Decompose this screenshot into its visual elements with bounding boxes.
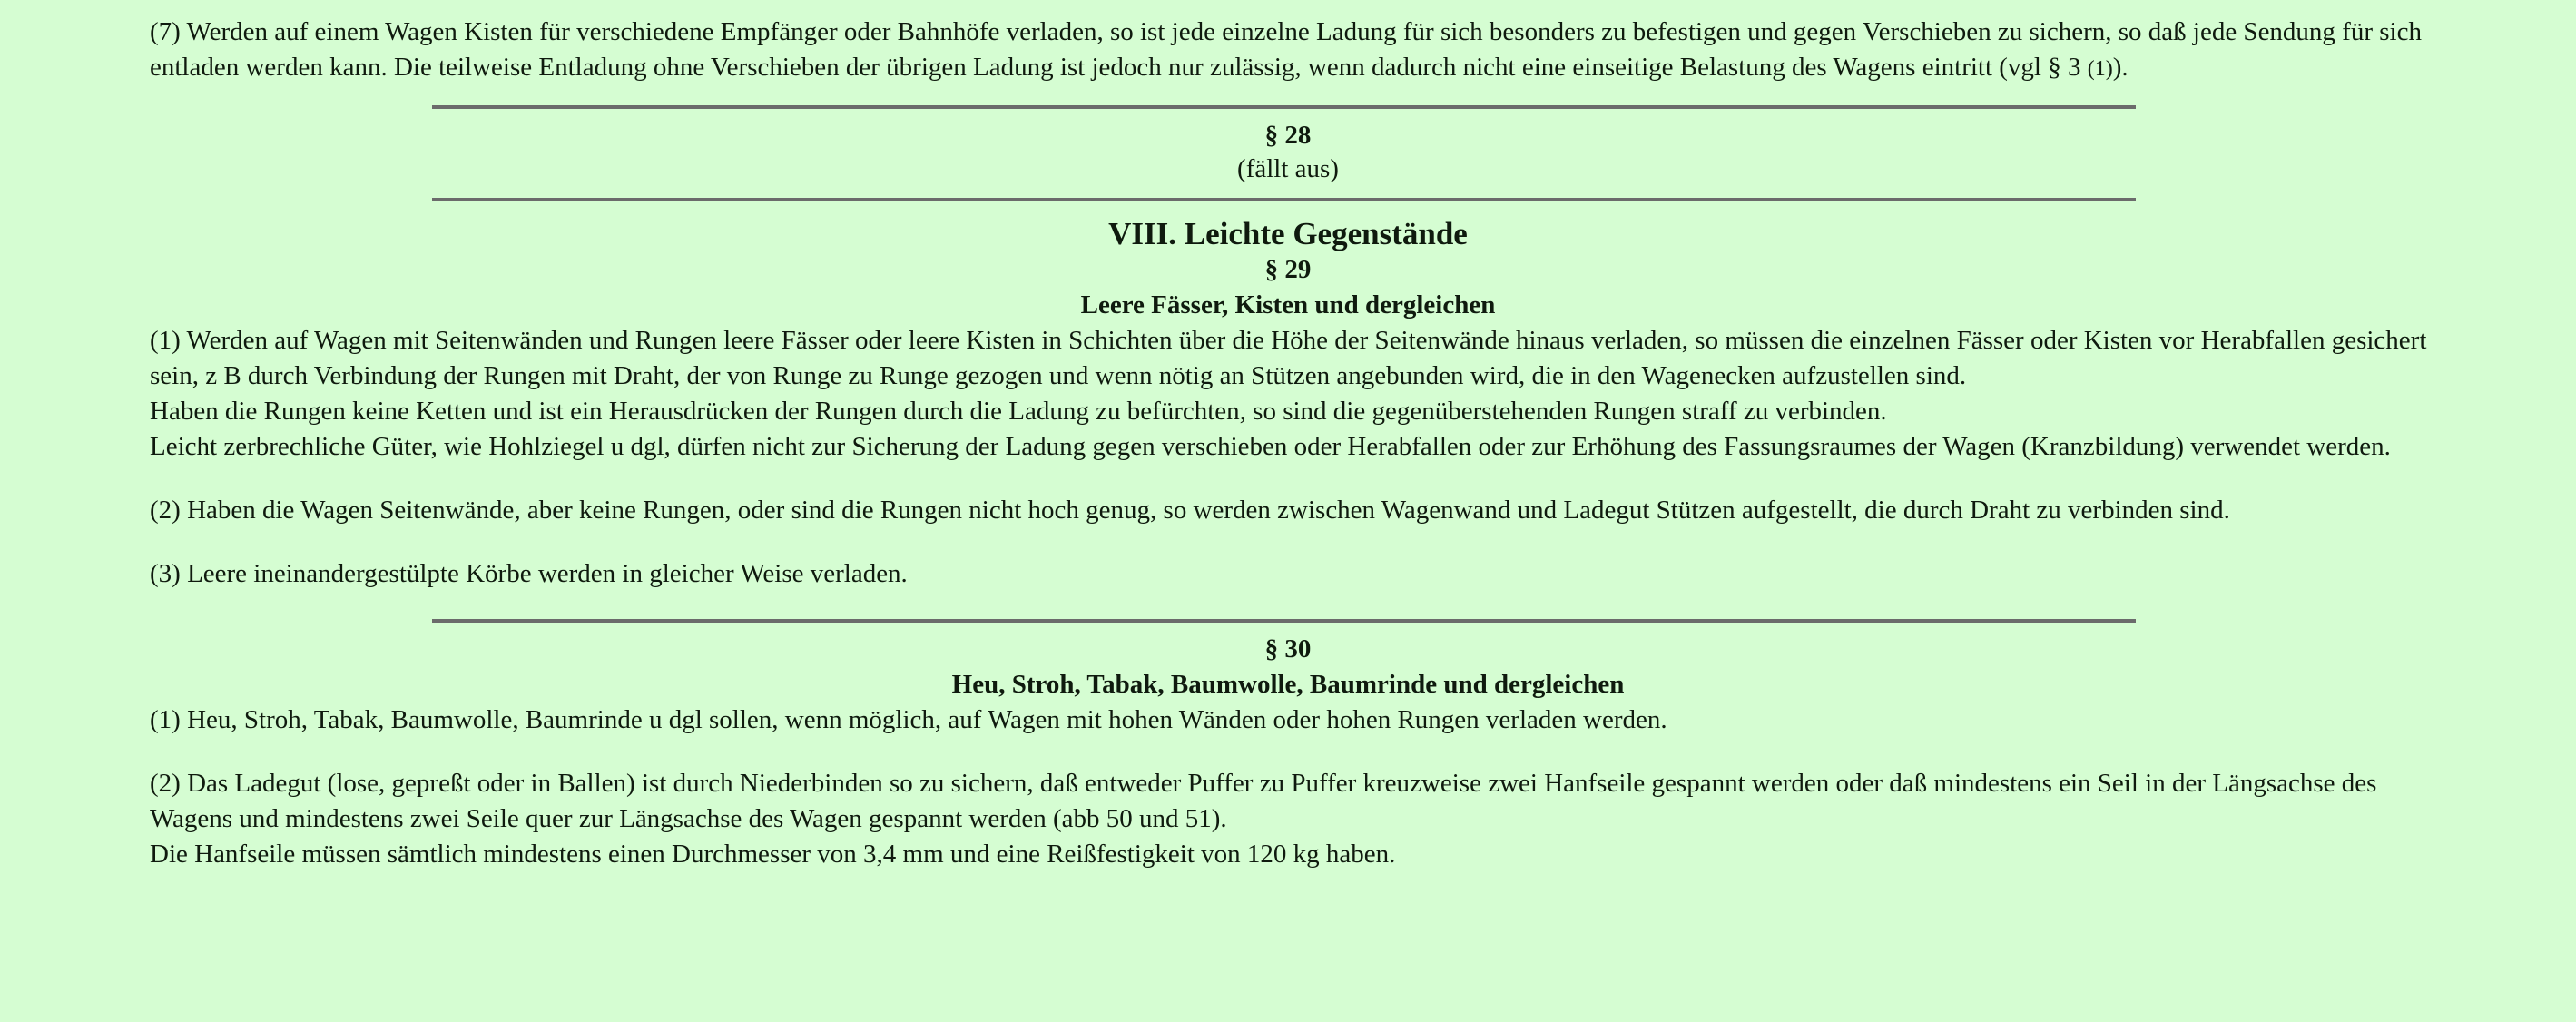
section28-note: (fällt aus) [1237,154,1339,183]
section30-title: Heu, Stroh, Tabak, Baumwolle, Baumrinde und dergleichen [951,670,1625,699]
section29-paragraph-1: (1) Werden auf Wagen mit Seitenwänden und Rungen leere Fässer oder leere Kisten in Schichten über die Höhe der Seitenwände hinaus verladen, so müssen die einzelnen Fässer oder Kisten vor Herabfallen gesichert sein, z B durch Verbindung der Rungen mit Draht, der von Runge zu Runge gezogen und wenn nötig an Stützen angebunden wird, die in den Wagenecken aufzustellen sind. [150,326,2427,390]
section30-paragraph-1: (1) Heu, Stroh, Tabak, Baumwolle, Baumrinde u dgl sollen, wenn möglich, auf Wagen mit hohen Wänden oder hohen Rungen verladen werden. [150,705,1667,734]
horizontal-divider [432,198,2136,201]
horizontal-divider [432,105,2136,109]
section30-paragraph-2-continued: Die Hanfseile müssen sämtlich mindestens einen Durchmesser von 3,4 mm und eine Reißfestigkeit von 120 kg haben. [150,840,1396,869]
section30-paragraph-2: (2) Das Ladegut (lose, gepreßt oder in Ballen) ist durch Niederbinden so zu sichern, daß entweder Puffer zu Puffer kreuzweise zwei Hanfseile gespannt werden oder daß mindestens ein Seil in der Längsachse des Wagens und mindestens zwei Seile quer zur Längsachse des Wagen gespannt werden (abb 50 und 51). [150,769,2377,833]
section29-paragraph-2: (2) Haben die Wagen Seitenwände, aber keine Rungen, oder sind die Rungen nicht hoch genug, so werden zwischen Wagenwand und Ladegut Stützen aufgestellt, die durch Draht zu verbinden sind. [150,496,2230,525]
section29-number: § 29 [1264,255,1312,284]
section29-paragraph-3: (3) Leere ineinandergestülpte Körbe werden in gleicher Weise verladen. [150,559,908,588]
section28-number: § 28 [1264,121,1312,150]
section27-paragraph-7 [150,15,2455,87]
paragraph-text-end: ). [2112,53,2129,82]
section29-paragraph-1-continued: Haben die Rungen keine Ketten und ist ein Herausdrücken der Rungen durch die Ladung zu befürchten, so sind die gegenüberstehenden Rungen straff zu verbinden. [150,397,1887,426]
horizontal-divider [432,619,2136,623]
chapter-heading: VIII. Leichte Gegenstände [1108,216,1468,251]
section29-paragraph-1-continued: Leicht zerbrechliche Güter, wie Hohlziegel u dgl, dürfen nicht zur Sicherung der Ladung gegen verschieben oder Herabfallen oder zur Erhöhung des Fassungsraumes der Wagen (Kranzbildung) verwendet werden. [150,432,2391,461]
paragraph-text: (7) Werden auf einem Wagen Kisten für verschiedene Empfänger oder Bahnhöfe verladen, so ist jede einzelne Ladung für sich besonders zu befestigen und gegen Verschieben zu sichern, so daß jede Sendung für sich entladen werden kann. Die teilweise Entladung ohne Verschieben der übrigen Ladung ist jedoch nur zulässig, wenn dadurch nicht eine einseitige Belastung des Wagens eintritt (vgl § 3 [150,17,2422,82]
section30-number: § 30 [1264,634,1312,663]
paragraph-reference: (1) [2087,57,2113,81]
section29-title: Leere Fässer, Kisten und dergleichen [1080,290,1496,319]
document-content [150,15,2455,872]
